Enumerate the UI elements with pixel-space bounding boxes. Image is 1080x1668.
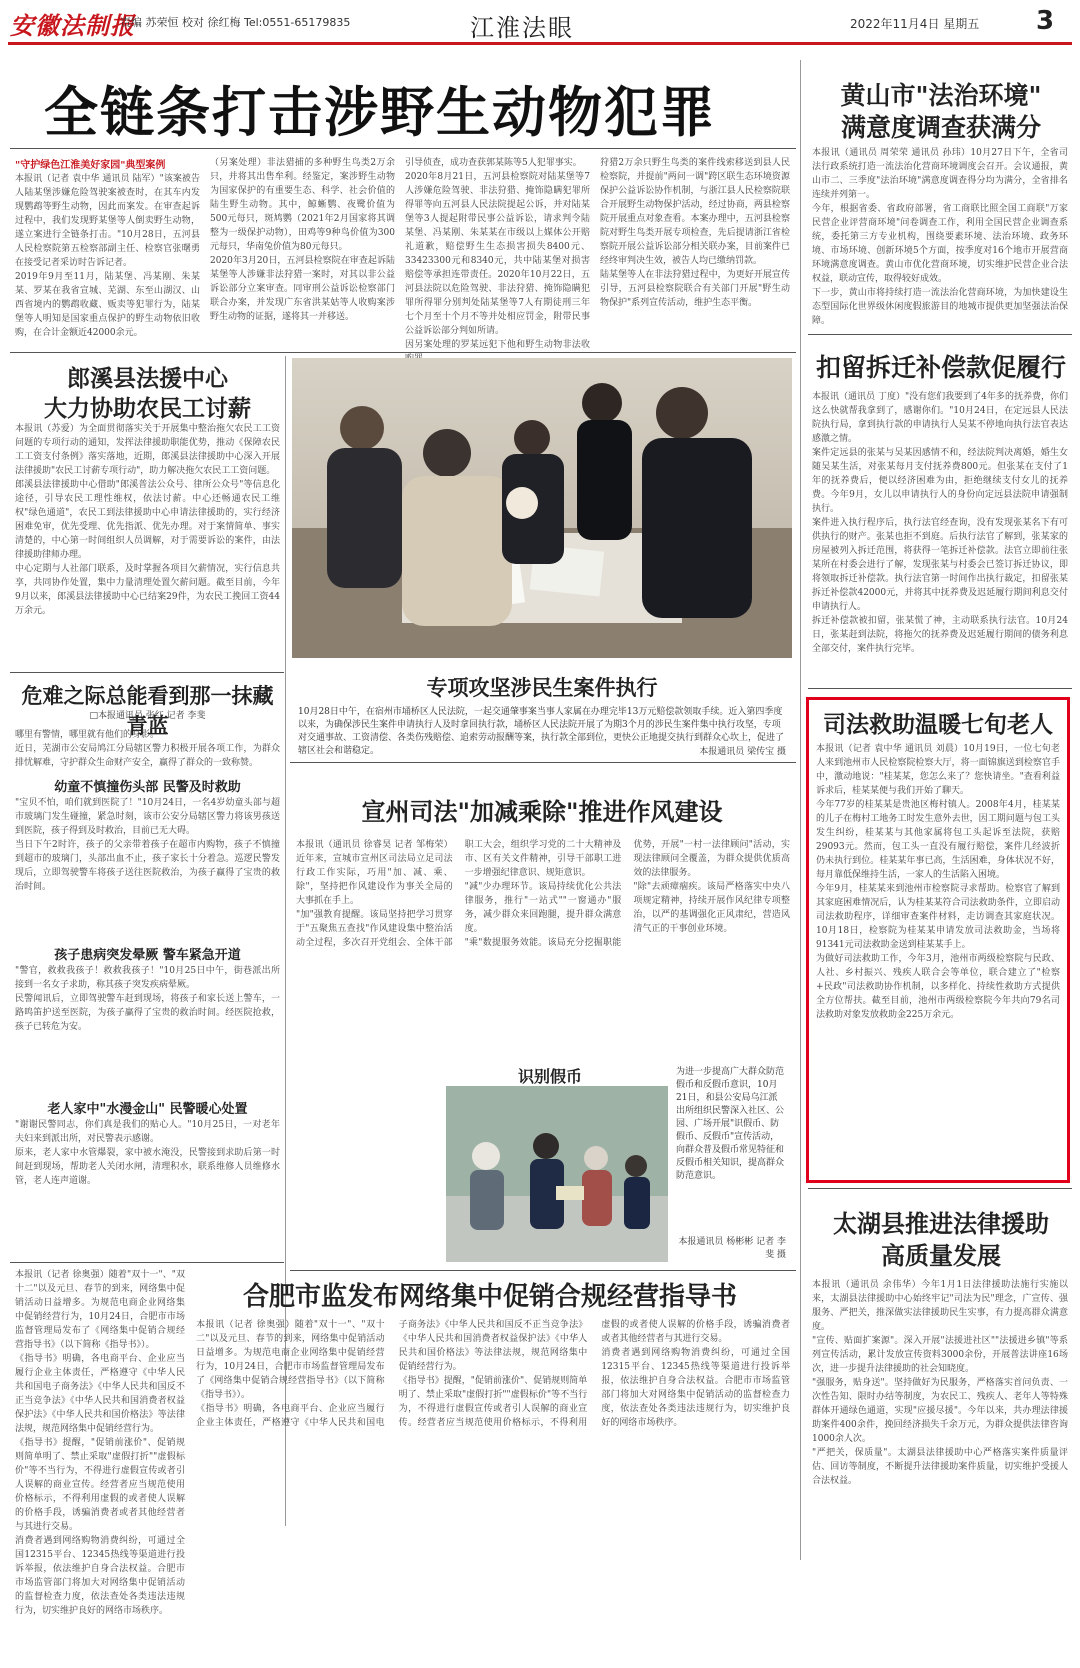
divider xyxy=(10,672,284,673)
main-article-tag: "守护绿色江淮美好家园"典型案例 xyxy=(15,160,166,171)
weiji-subhead-1: 幼童不慎撞伤头部 民警及时救助 xyxy=(54,780,241,795)
huangshan-title-1: 黄山市"法治环境" xyxy=(840,81,1042,110)
weiji-body-3: "谢谢民警同志，你们真是我们的贴心人。"10月25日，一对老年夫妇来到派出所，对民警表示感谢。 原来，老人家中水管爆裂，家中被水淹没，民警接到求助后第一时间赶到现场，帮助老人关闭水闸，清理积水，联系维修人员维修水管，老人连声道谢。 xyxy=(15,1120,280,1186)
koulian-title: 扣留拆迁补偿款促履行 xyxy=(815,353,1066,382)
main-title: 全链条打击涉野生动物犯罪 xyxy=(44,81,716,144)
main-photo xyxy=(292,358,792,658)
editors-info: 责编 苏荣恒 校对 徐红梅 Tel:0551-65179835 xyxy=(120,16,351,29)
hefei-body: 本报讯（记者 徐奥强）随着"双十一"、"双十二"以及元旦、春节的到来，网络集中促销活动日益增多。为规范电商企业网络集中促销经营行为，10月24日，合肥市市场监督管理局发布了《网络集中促销合规经营指导书》（以下简称《指导书》）。 《指导书》明确，各电商平台、企业应当履行企业主体责任，严格遵守《中华人民共和国电子商务法》《中华人民共和国反不正当竞争法》《中华人民共和国消费者权益保护法》《中华人民共和国价格法》等法律法规，规范网络集中促销经营行为。 《指导书》提醒，"促销前涨价"、促销规则简单明了、禁止采取"虚假打折""虚假标价"等不当行为，不得进行虚假宣传或者引人误解的商业宣传。经营者应当规范使用价格标示，不得利用虚假的或者使人误解的价格手段，诱骗消费者或者其他经营者与其进行交易。 消费者遇到网络购物消费纠纷，可通过全国12315平台、12345热线等渠道进行投诉举报，依法维护自身合法权益。合肥市市场监管部门将加大对网络集中促销活动的监督检查力度，依法查处各类违法违规行为，切实维护良好的网络市场秩序。 xyxy=(15,1270,185,1616)
xuanzhou-title: 宣州司法"加减乘除"推进作风建设 xyxy=(361,798,723,826)
divider xyxy=(290,1270,796,1271)
court-execution-photo xyxy=(292,358,792,658)
masthead-rule xyxy=(8,42,1072,45)
sifa-body: 本报讯（记者 袁中华 通讯员 刘晨）10月19日，一位七旬老人来到池州市人民检察院检察大厅，将一面锦旗送到检察官手中，激动地说："桂某某，您怎么来了？您快请坐。"查看利益诉求后，桂某某便与我们开始了聊天。 今年77岁的桂某某是贵池区梅村镇人。2008年4月，桂某某的儿子在梅村工地务工时发生意外去世，因工期问题与包工头发生纠纷，桂某某与其他家属将包工头起诉至法院，获赔29093元。然而，包工头一直没有履行赔偿，案件几经波折仍未执行到位。桂某某年事已高，生活困难，身体状况不好，每月靠低保维持生活，一家人的生活陷入困境。 今年9月，桂某某来到池州市检察院寻求帮助。检察官了解到其家庭困难情况后，认为桂某某符合司法救助条件，立即启动司法救助程序，详细审查案件材料，走访调查其家庭状况。10月18日，检察院为桂某某申请发放司法救助金，当场将91341元司法救助金送到桂某某手上。 为做好司法救助工作，今年3月，池州市两级检察院与民政、人社、乡村振兴、残疾人联合会等单位，联合建立了"检察+民政"司法救助协作机制，以多样化、持续性救助方式提供全方位帮扶。截至目前，池州市两级检察院今年共向79名司法救助对象发放救助金225万余元。 xyxy=(816,744,1060,1020)
divider xyxy=(290,762,796,763)
hefei-title: 合肥市监发布网络集中促销合规经营指导书 xyxy=(242,1282,737,1312)
weiji-title: 危难之际总能看到那一抹藏青蓝 xyxy=(21,684,274,738)
hefei-body-cont: 本报讯（记者 徐奥强）随着"双十一"、"双十二"以及元旦、春节的到来，网络集中促销活动日益增多。为规范电商企业网络集中促销经营行为，10月24日，合肥市市场监督管理局发布了《网络集中促销合规经营指导书》（以下简称《指导书》）。 《指导书》明确，各电商平台、企业应当履行企业主体责任，严格遵守《中华人民共和国电子商务法》《中华人民共和国反不正当竞争法》《中华人民共和国消费者权益保护法》《中华人民共和国价格法》等法律法规，规范网络集中促销经营行为。 《指导书》提醒，"促销前涨价"、促销规则简单明了、禁止采取"虚假打折""虚假标价"等不当行为，不得进行虚假宣传或者引人误解的商业宣传。经营者应当规范使用价格标示，不得利用虚假的或者使人误解的价格手段，诱骗消费者或者其他经营者与其进行交易。 消费者遇到网络购物消费纠纷，可通过全国12315平台、12345热线等渠道进行投诉举报，依法维护自身合法权益。合肥市市场监管部门将加大对网络集中促销活动的监督检查力度，依法查处各类违法违规行为，切实维护良好的网络市场秩序。 xyxy=(196,1320,790,1428)
main-article-col-2: （另案处理）非法猎捕的多种野生鸟类2万余只，并将其出售牟利。经鉴定，案涉野生动物为国家保护的有重要生态、科学、社会价值的陆生野生动物。其中，鲸蜥鹦、夜鹭价值为500元每只，斑鸠鹦（2021年2月国家将其调整为一级保护动物），田鸡等9种鸟价值为300元每只，华南兔价值为80元每只。 2020年3月20日，五河县检察院在审查起诉陆某堡等人涉嫌非法狩猎一案时，对其以非公益诉讼部分立案审查。同审刑公益诉讼检察部门联合办案，并发现广东省洪某姑等人收购案涉野生动物的证据，遂将其一并移送。 xyxy=(210,158,395,322)
weiji-body-1: "宝贝不怕，咱们就到医院了！"10月24日，一名4岁幼童头部与超市玻璃门发生碰撞，紧急时刻，该市公安分局辖区警力将该男孩送到医院，孩子得到及时救治，目前已无大碍。 当日下午2时许，孩子的父亲带着孩子在超市内购物，孩子不慎撞到超市的玻璃门，头部出血不止，孩子家长十分着急。巡逻民警发现后，立即驾驶警车将孩子送往医院救治，为孩子赢得了宝贵的救治时间。 xyxy=(15,798,280,892)
taihu-title-1: 太湖县推进法律援助 xyxy=(833,1210,1049,1238)
divider xyxy=(808,1188,1072,1189)
paper-name: 安徽法制报 xyxy=(10,11,135,40)
weiji-subhead-3: 老人家中"水漫金山" 民警暖心处置 xyxy=(47,1102,248,1117)
taihu-body: 本报讯（通讯员 余伟华）今年1月1日法律援助法施行实施以来，太湖县法律援助中心始终牢记"司法为民"理念，广宣传、强服务、严把关，推深做实法律援助民生实事，有力提高群众满意度。 "宣传、贴面扩案源"。深入开展"法援进社区""法援进乡镇"等系列宣传活动，累计发放宣传资料3000余份，开展普法讲座16场次，进一步提升法律援助的社会知晓度。 "强服务，贴身送"。坚持做好为民服务，严格落实首问负责、一次性告知、限时办结等制度，为农民工、残疾人、老年人等特殊群体开通绿色通道，实现"应援尽援"。今年以来，共办理法律援助案件400余件，挽回经济损失千余万元，为群众提供法律咨询1000余人次。 "严把关，保质量"。太湖县法律援助中心严格落实案件质量评估、回访等制度，不断提升法律援助案件质量，切实维护受援人合法权益。 xyxy=(812,1280,1068,1486)
weiji-intro: 哪里有警情，哪里就有他们的身影。 近日，芜湖市公安局鸠江分局辖区警力积极开展各项工作，为群众排忧解难，守护群众生命财产安全，赢得了群众的一致称赞。 xyxy=(15,730,280,768)
huangshan-body: 本报讯（通讯员 周荣荣 通讯员 孙玮）10月27日下午，全省司法行政系统打造一流法治化营商环境调度会召开。会议通报，黄山市二、三季度"法治环境"满意度调查得分均为满分，全省排名连续并列第一。 今年，根据省委、省政府部署，省工商联比照全国工商联"万家民营企业评营商环境"问卷调查工作，利用全国民营企业调查系统，委托第三方专业机构，围绕要素环境、法治环境、政务环境、市场环境、创新环境5个方面，按季度对16个地市开展营商环境满意度调查。黄山市优化营商环境，切实维护民营企业合法权益，联动宣传，取得较好成效。 下一步，黄山市将持续打造一流法治化营商环境，为加快建设生态型国际化世界级休闲度假旅游目的地城市提供更加坚强法治保障。 xyxy=(812,148,1068,326)
main-article-col-3: 引导侦查，成功查获郭某陈等5人犯罪事实。 2020年8月21日，五河县检察院对陆某堡等7人涉嫌危险驾驶、非法狩猎、掩饰隐瞒犯罪所得罪等向五河县人民法院提起公诉，并对陆某堡等3人提起附带民事公益诉讼，请求判令陆某堡、冯某刚、朱某某在市级以上媒体公开赔礼道歉，赔偿野生生态损害损失8400元、33423300元和8340元，共中陆某堡对损害赔偿等承担连带责任。2020年10月22日，五河县法院以危险驾驶、非法狩猎、掩饰隐瞒犯罪所得罪分别判处陆某堡等7人有期徒刑三年七个月至十个月不等并处相应罚金，附带民事公益诉讼部分判如所请。 因另案处理的罗某远犯下他和野生动物非法收 xyxy=(405,158,590,350)
divider xyxy=(808,334,1072,335)
langxi-title-2: 大力协助农民工讨薪 xyxy=(44,396,251,422)
taihu-title-2: 高质量发展 xyxy=(881,1242,1001,1270)
main-article-col-4: 狩猎2万余只野生鸟类的案件线索移送到县人民检察院，并提前"两问一调"跨区联生态环境资源保护公益诉讼协作机制，与浙江县人民检察院联合开展野生动物保护活动，经过协商，两县检察院开展重点对象查看。本案办理中，五河县检察院对野生鸟类开展专项检查，先后提请浙江省检察院开展公益诉讼部分相关联办案，目前案件已经终审判决生效，被告人均已缴纳罚款。 陆某堡等人在非法狩猎过程中，为更好开展宣传引导，五河县检察院联合有关部门开展"野生动物保护"系列宣传活动，维护生态平衡。 xyxy=(600,158,790,308)
divider xyxy=(10,148,796,149)
column-divider xyxy=(800,60,801,1560)
divider xyxy=(10,1262,284,1263)
jiabi-credit: 本报通讯员 杨彬彬 记者 李斐 摄 xyxy=(678,1237,786,1260)
weiji-byline: □本报通讯员 张红 记者 李斐 xyxy=(89,711,206,721)
divider xyxy=(808,688,1072,689)
koulian-body: 本报讯（通讯员 丁度）"没有您们我要到了4年多的抚养费，你们这么快就帮我拿到了，感谢你们。"10月24日，在定远县人民法院执行局，拿到执行款的申请执行人吴某不停地向执行法官表达感激之情。 案件定远县的张某与吴某因感情不和，经法院判决离婚，婚生女随吴某生活，对张某每月支付抚养费800元。但张某在支付了1年的抚养费后，便以经济困难为由，拒绝继续支付女儿的抚养费。今年9月，女儿以申请执行人的身份向定远县法院申请强制执行。 案件进入执行程序后，执行法官经查询，没有发现张某名下有可供执行的财产。张某也拒不到庭。后执行法官了解到，张某家的房屋被列入拆迁范围，将获得一笔拆迁补偿款。法官立即前往张某所在村委会进行了解，发现张某与村委会已签订拆迁协议，即将领取拆迁补偿款。执行法官第一时间作出执行裁定，扣留张某拆迁补偿款42000元，并将其中抚养费及迟延履行期间利息交付申请执行人。 拆迁补偿款被扣留，张某慌了神，主动联系执行法官。10月24日，张某赶到法院，将拖欠的抚养费及迟延履行期间的债务利息全部交付，案件执行完毕。 xyxy=(812,392,1068,654)
issue-date: 2022年11月4日 星期五 xyxy=(850,17,980,31)
jiabi-title: 识别假币 xyxy=(517,1067,582,1086)
counterfeit-awareness-photo xyxy=(446,1086,668,1262)
main-photo-credit: 本报通讯员 梁传宝 摄 xyxy=(699,747,786,757)
divider xyxy=(10,352,796,353)
main-article-col-1: 本报讯（记者 袁中华 通讯员 陆军）"该案被告人陆某堡涉嫌危险驾驶案被查时，在其车内发现鹦鹉等野生动物，因此而案发。在审查起诉过程中，我们发现野某堡等人倒卖野生动物，遂立案进行全链条打击。"10月28日，五河县人民检察院第五检察部副主任、检察官张曙勇在接受记者采访时告诉记者。 2019年9月至11月，陆某堡、冯某刚、朱某某、罗某在我省宣城、芜湖、东至山湖汉、山西省境内的鹦鹉收藏、贩卖等犯罪行为，陆某堡等人明知是国家重点保护的野生动物依旧收购，在合计金额近42000余元。 xyxy=(15,174,200,338)
main-photo-caption-title: 专项攻坚涉民生案件执行 xyxy=(426,676,658,700)
jiabi-caption: 为进一步提高广大群众防范假币和反假币意识，10月21日，和县公安局乌江派出所组织民警深入社区、公园、广场开展"识假币、防假币、反假币"宣传活动，向群众普及假币常见特征和反假币相关知识，提高群众防范意识。 xyxy=(676,1067,785,1181)
page-number: 3 xyxy=(1036,6,1055,36)
langxi-body: 本报讯（苏爱）为全面贯彻落实关于开展集中整治拖欠农民工工资问题的专项行动的通知，发挥法律援助职能优势，推动《保障农民工工资支付条例》落实落地，近期，郎溪县法律援助中心深入开展法律援助"农民工讨薪专项行动"，助力解决拖欠农民工工资问题。 郎溪县法律援助中心借助"郎溪普法公众号、律所公众号"等信息化途径，引导农民工理性维权，依法讨薪。中心还畅通农民工维权"绿色通道"，农民工到法律援助中心申请法律援助的，实行经济困难免审，优先受理、优先指派、优先办理。对于案情简单、事实清楚的，中心第一时间组织人员调解，对于需要诉讼的案件，由法律援助律师办理。 中心定期与人社部门联系，及时掌握各项目欠薪情况，实行信息共享，共同协作处置，集中力量清理处置欠薪问题。截至目前，今年9月以来，郎溪县法律援助中心已结案29件，为农民工挽回工资44万余元。 xyxy=(15,424,280,616)
huangshan-title-2: 满意度调查获满分 xyxy=(840,113,1041,142)
jiabi-photo xyxy=(446,1086,668,1262)
weiji-subhead-2: 孩子患病突发晕厥 警车紧急开道 xyxy=(54,948,241,963)
main-photo-caption: 10月28日中午，在宿州市埇桥区人民法院，一起交通肇事案当事人家属在办理完毕13万元赔偿款领取手续。近入第四季度以来，为确保涉民生案件申请执行人及时拿回执行款，埇桥区人民法院开展了为期3个月的涉民生案件集中执行攻坚，专项对交通事故、工资清偿、各类伤残赔偿、追索劳动报酬等案，执行款全部到位，更快公正地提交执行到群众心坎上，促进了辖区社会和谐稳定。 xyxy=(298,707,785,756)
xuanzhou-body: 本报讯（通讯员 徐睿昊 记者 邹梅荣）近年来，宣城市宣州区司法局立足司法行政工作实际，巧用"加、减、乘、除"，坚持把作风建设作为事关全局的大事抓在手上。 "加"强教育提醒。该局坚持把学习贯穿于"五聚焦五查找"作风建设集中整治活动全过程，多次召开党组会、全体干部职工大会，组织学习党的二十大精神及市、区有关文件精神，引导干部职工进一步增强纪律意识、规矩意识。 "减"少办理环节。该局持续优化公共法律服务，推行"一站式""一窗通办"服务，减少群众来回跑腿，提升群众满意度。 "乘"数提服务效能。该局充分挖掘职能优势，开展"一村一法律顾问"活动，实现法律顾问全覆盖，为群众提供优质高效的法律服务。 "除"去顽瘴痼疾。该局严格落实中央八项规定精神，持续开展作风纪律专项整治，以严的基调强化正风肃纪，营造风清气正的干事创业环境。 xyxy=(296,840,790,948)
masthead xyxy=(0,0,1080,44)
section-name: 江淮法眼 xyxy=(470,14,574,42)
weiji-body-2: "警官，救救我孩子！救救我孩子！"10月25日中午，街巷派出所接到一名女子求助，称其孩子突发疾病晕厥。 民警闻讯后，立即驾驶警车赶到现场，将孩子和家长送上警车，一路鸣笛护送至医院，为孩子赢得了宝贵的救治时间。经医院抢救，孩子已转危为安。 xyxy=(15,966,280,1032)
sifa-title: 司法救助温暖七旬老人 xyxy=(823,712,1053,738)
langxi-title-1: 郎溪县法援中心 xyxy=(67,366,228,392)
